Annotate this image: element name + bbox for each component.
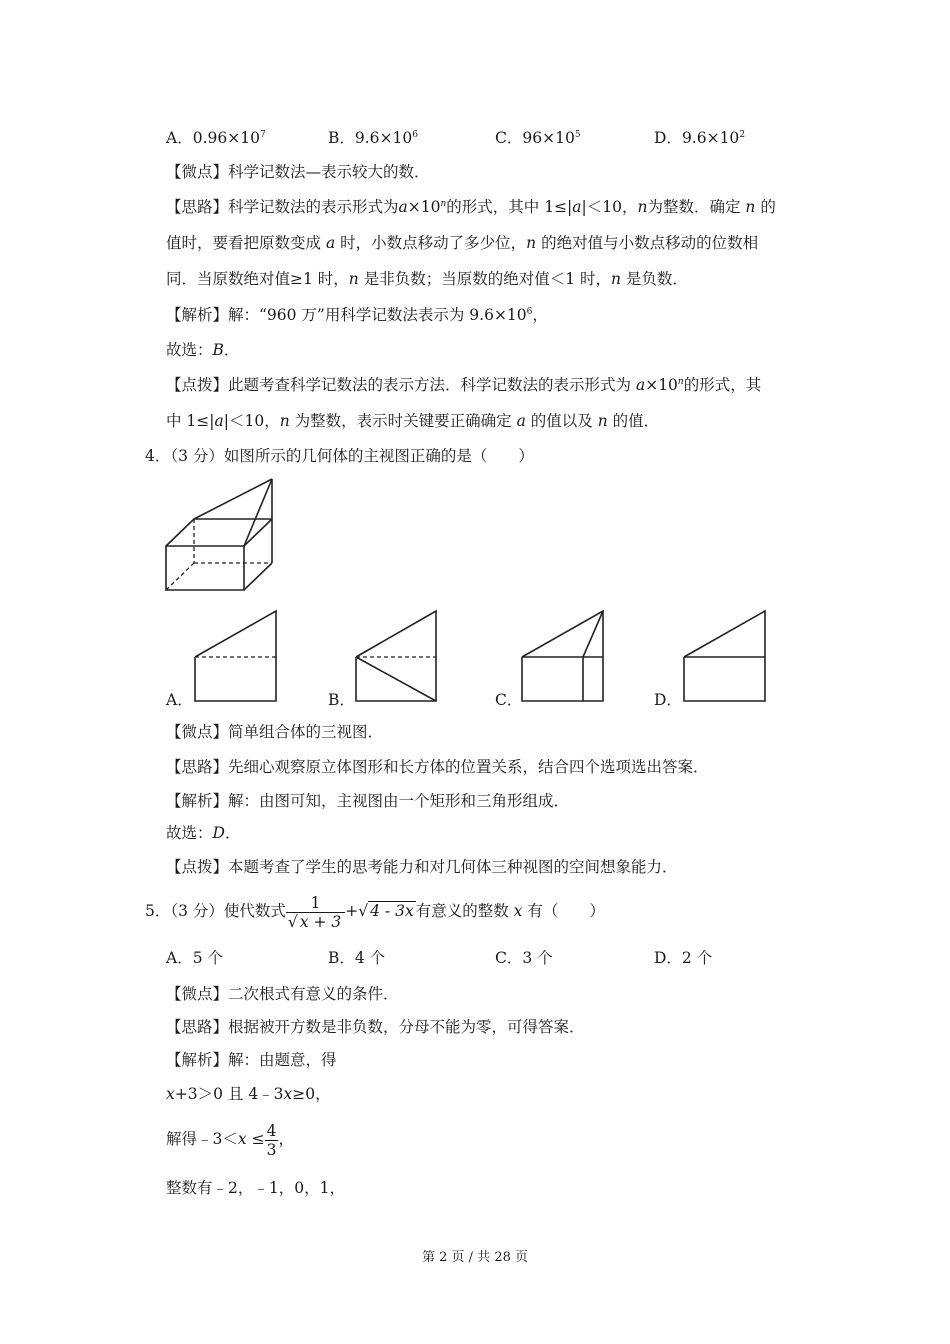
q5-jiexi: 【解析】解：由题意，得 [166, 1051, 337, 1069]
q3-weidian: 【微点】科学记数法—表示较大的数． [166, 163, 430, 181]
q4-silu: 【思路】先细心观察原立体图形和长方体的位置关系，结合四个选项选出答案． [166, 758, 709, 776]
q5-solve-fraction: $\frac{4}{3}$ [266, 1121, 277, 1159]
q3-guxuan: 故选：B． [166, 341, 240, 359]
q4-jiexi: 【解析】解：由图可知，主视图由一个矩形和三角形组成． [166, 792, 570, 810]
page-footer: 第 2 页 / 共 28 页 [422, 1250, 528, 1265]
q5-option-d: D．2 个 [654, 949, 713, 967]
q4-option-b-figure [352, 607, 442, 702]
q4-title: 4．（3 分）如图所示的几何体的主视图正确的是（ ） [145, 447, 534, 465]
q5-integers: 整数有﹣2，﹣1，0，1， [166, 1179, 345, 1197]
q4-option-b: B． [328, 691, 355, 709]
q3-option-c: C．$96\times 10^5$ [495, 129, 581, 147]
q3-option-b: B．$9.6\times 10^6$ [328, 129, 418, 147]
q4-guxuan: 故选：D． [166, 824, 241, 842]
q4-option-a-figure [190, 607, 280, 702]
q4-dianbo: 【点拨】本题考查了学生的思考能力和对几何体三种视图的空间想象能力． [166, 858, 678, 876]
q4-option-a: A． [166, 691, 193, 709]
q5-condition: x+3＞0 且 4﹣3x≥0， [166, 1085, 331, 1103]
q3-jiexi: 【解析】解：“960 万”用科学记数法表示为 $9.6\times 10^6$， [166, 306, 548, 324]
q5-weidian: 【微点】二次根式有意义的条件． [166, 985, 399, 1003]
q5-option-a: A．5 个 [166, 949, 223, 967]
q4-solid-figure [160, 474, 290, 599]
q5-fraction: $\frac{1}{√ x + 3}$ [286, 894, 345, 931]
q3-silu-line1: 【思路】科学记数法的表示形式为$a\times 10^n$的形式，其中 1≤|a|＜10，n为整数．确定 n 的 [166, 198, 776, 216]
q3-option-d: D．$9.6\times 10^2$ [654, 129, 746, 147]
q5-option-b: B．4 个 [328, 949, 386, 967]
q5-option-c: C．3 个 [495, 949, 553, 967]
q4-weidian: 【微点】简单组合体的三视图． [166, 723, 384, 741]
q3-silu-line2: 值时，要看把原数变成 a 时，小数点移动了多少位，n 的绝对值与小数点移动的位数相 [166, 234, 759, 252]
q3-dianbo-line2: 中 1≤|a|＜10，n 为整数，表示时关键要正确确定 a 的值以及 n 的值． [166, 412, 660, 430]
q4-option-c: C． [495, 691, 523, 709]
q4-option-d-figure [679, 607, 769, 702]
q5-solve: 解得﹣3＜x ≤ $\frac{4}{3}$ ， [166, 1121, 294, 1159]
q3-dianbo-line1: 【点拨】此题考查科学记数法的表示方法．科学记数法的表示形式为 $a\times 10^n$的形式，其 [166, 376, 762, 394]
q4-option-d: D． [654, 691, 682, 709]
q3-option-a: A．$0.96\times 10^7$ [166, 129, 266, 147]
q4-option-c-figure [518, 607, 608, 702]
q5-title: 5．（3 分）使代数式 $\frac{1}{√ x + 3}$ +√ 4 - 3x 有意义的整数 x 有（ ） [145, 893, 605, 931]
q5-silu: 【思路】根据被开方数是非负数，分母不能为零，可得答案． [166, 1018, 585, 1036]
q3-silu-line3: 同．当原数绝对值≥1 时，n 是非负数；当原数的绝对值＜1 时，n 是负数． [166, 270, 688, 288]
